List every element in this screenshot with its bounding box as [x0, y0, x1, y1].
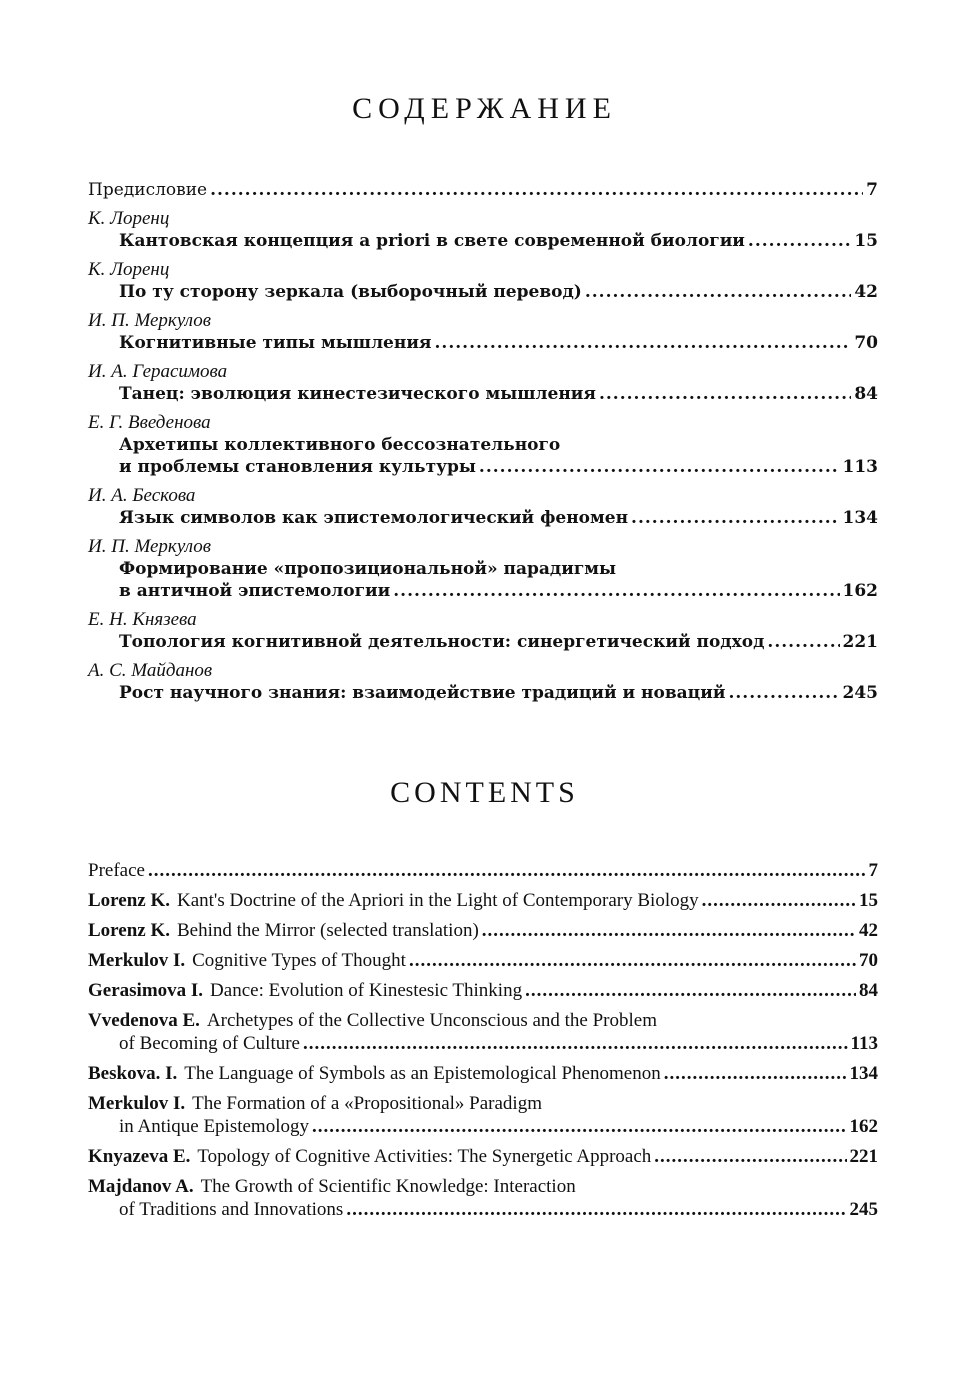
toc-line — [88, 179, 878, 201]
toc-entry-en — [88, 1062, 878, 1085]
entry-title: Предисловие — [88, 180, 208, 200]
entry-title: Рост научного знания: взаимодействие традиций и новаций — [119, 683, 726, 703]
toc-line — [88, 281, 878, 303]
toc-line — [88, 1009, 878, 1032]
toc-line — [88, 682, 878, 704]
dot-leader — [631, 507, 839, 529]
toc-line — [88, 580, 878, 602]
entry-author: К. Лоренц — [88, 208, 170, 229]
page-number: 162 — [849, 1116, 878, 1137]
page-number: 15 — [859, 890, 878, 911]
entry-title: Архетипы коллективного бессознательного — [119, 435, 561, 455]
entry-author: Merkulov I. — [88, 950, 186, 971]
dot-leader — [148, 859, 866, 882]
toc-line — [88, 434, 878, 456]
toc-entry-en — [88, 1009, 878, 1055]
entry-title-continued: in Antique Epistemology — [119, 1116, 309, 1137]
entry-title: Preface — [88, 860, 145, 881]
toc-entry-en — [88, 1092, 878, 1138]
toc-line — [88, 979, 878, 1002]
toc-line — [88, 1115, 878, 1138]
toc-entry-en — [88, 1145, 878, 1168]
toc-line — [88, 1145, 878, 1168]
entry-author: И. П. Меркулов — [88, 310, 212, 331]
dot-leader — [748, 230, 851, 252]
dot-leader — [525, 979, 856, 1002]
dot-leader — [664, 1062, 847, 1085]
page-number: 84 — [854, 384, 878, 404]
toc-entry-ru — [88, 258, 878, 303]
dot-leader — [482, 919, 856, 942]
dot-leader — [409, 949, 856, 972]
toc-entry-en — [88, 919, 878, 942]
page-number: 70 — [859, 950, 878, 971]
toc-line — [88, 631, 878, 653]
page-number: 221 — [849, 1146, 878, 1167]
entry-author: И. А. Бескова — [88, 485, 196, 506]
entry-title: Когнитивные типы мышления — [119, 333, 432, 353]
entry-author: Vvedenova E. — [88, 1010, 200, 1031]
toc-entry-en — [88, 889, 878, 912]
toc-entry-ru — [88, 309, 878, 354]
entry-title-continued: of Traditions and Innovations — [119, 1199, 344, 1220]
dot-leader — [767, 631, 839, 653]
toc-line — [88, 1175, 878, 1198]
dot-leader — [702, 889, 856, 912]
contents-heading-ru: СОДЕРЖАНИЕ — [352, 92, 617, 125]
toc-entry-ru — [88, 484, 878, 529]
toc-entry-en — [88, 1175, 878, 1221]
page-number: 42 — [854, 282, 878, 302]
toc-line — [88, 1198, 878, 1221]
page-number: 7 — [868, 860, 878, 881]
dot-leader — [346, 1198, 846, 1221]
page-number: 113 — [842, 457, 878, 477]
entry-author: Gerasimova I. — [88, 980, 204, 1001]
dot-leader — [434, 332, 851, 354]
entry-title: По ту сторону зеркала (выборочный перевод) — [119, 282, 582, 302]
entry-title: Топология когнитивной деятельности: синергетический подход — [119, 632, 765, 652]
dot-leader — [599, 383, 851, 405]
entry-author: И. П. Меркулов — [88, 536, 212, 557]
toc-entry-ru — [88, 360, 878, 405]
toc-entry-ru — [88, 659, 878, 704]
entry-author: Beskova. I. — [88, 1063, 178, 1084]
toc-entry-preface-en — [88, 859, 878, 882]
entry-author: И. А. Герасимова — [88, 361, 228, 382]
toc-line — [88, 230, 878, 252]
page-number: 113 — [850, 1033, 878, 1054]
toc-line — [88, 1062, 878, 1085]
entry-title: Формирование «пропозициональной» парадигмы — [119, 559, 617, 579]
entry-title-continued: of Becoming of Culture — [119, 1033, 300, 1054]
dot-leader — [728, 682, 839, 704]
toc-line — [88, 383, 878, 405]
toc-entry-ru — [88, 535, 878, 602]
entry-title: Dance: Evolution of Kinestesic Thinking — [210, 980, 523, 1001]
toc-line — [88, 456, 878, 478]
page-number: 245 — [842, 683, 878, 703]
dot-leader — [210, 179, 863, 201]
toc-entry-ru — [88, 411, 878, 478]
page-number: 84 — [859, 980, 878, 1001]
dot-leader — [303, 1032, 848, 1055]
page-number: 15 — [854, 231, 878, 251]
entry-title: Behind the Mirror (selected translation) — [176, 920, 479, 941]
toc-russian — [88, 179, 878, 710]
dot-leader — [585, 281, 851, 303]
toc-entry-preface-ru — [88, 179, 878, 201]
toc-line — [88, 889, 878, 912]
toc-line — [88, 507, 878, 529]
page-number: 134 — [849, 1063, 878, 1084]
entry-title: Танец: эволюция кинестезического мышления — [119, 384, 596, 404]
page-number: 245 — [849, 1199, 878, 1220]
toc-entry-en — [88, 979, 878, 1002]
entry-author: Е. Г. Введенова — [88, 412, 211, 433]
toc-line — [88, 949, 878, 972]
entry-title: Cognitive Types of Thought — [192, 950, 406, 971]
dot-leader — [393, 580, 839, 602]
page-number: 162 — [842, 581, 878, 601]
entry-title: Кантовская концепция a priori в свете современной биологии — [119, 231, 745, 251]
entry-title: The Growth of Scientific Knowledge: Interaction — [200, 1176, 576, 1197]
entry-author: Merkulov I. — [88, 1093, 186, 1114]
entry-author: К. Лоренц — [88, 259, 170, 280]
entry-title-continued: в античной эпистемологии — [119, 581, 391, 601]
entry-title-continued: и проблемы становления культуры — [119, 457, 476, 477]
toc-entry-en — [88, 949, 878, 972]
entry-title: Kant's Doctrine of the Apriori in the Light of Contemporary Biology — [176, 890, 699, 911]
page-number: 7 — [866, 180, 878, 200]
entry-author: Lorenz K. — [88, 890, 170, 911]
toc-line — [88, 332, 878, 354]
entry-author: Lorenz K. — [88, 920, 170, 941]
toc-line — [88, 558, 878, 580]
entry-title: The Formation of a «Propositional» Paradigm — [192, 1093, 542, 1114]
toc-english — [88, 859, 878, 1228]
entry-author: А. С. Майданов — [88, 660, 213, 681]
entry-title: Язык символов как эпистемологический феномен — [119, 508, 629, 528]
entry-author: Е. Н. Князева — [88, 609, 197, 630]
entry-title: Archetypes of the Collective Unconscious and the Problem — [206, 1010, 657, 1031]
dot-leader — [479, 456, 840, 478]
toc-line — [88, 859, 878, 882]
page-number: 70 — [854, 333, 878, 353]
dot-leader — [654, 1145, 846, 1168]
contents-heading-en: CONTENTS — [390, 776, 579, 809]
page-number: 42 — [859, 920, 878, 941]
page-number: 134 — [842, 508, 878, 528]
entry-author: Majdanov A. — [88, 1176, 194, 1197]
toc-line — [88, 1092, 878, 1115]
dot-leader — [312, 1115, 847, 1138]
toc-entry-ru — [88, 207, 878, 252]
toc-line — [88, 1032, 878, 1055]
entry-author: Knyazeva E. — [88, 1146, 191, 1167]
toc-entry-ru — [88, 608, 878, 653]
toc-line — [88, 919, 878, 942]
entry-title: The Language of Symbols as an Epistemological Phenomenon — [184, 1063, 661, 1084]
page-number: 221 — [842, 632, 878, 652]
entry-title: Topology of Cognitive Activities: The Synergetic Approach — [197, 1146, 652, 1167]
